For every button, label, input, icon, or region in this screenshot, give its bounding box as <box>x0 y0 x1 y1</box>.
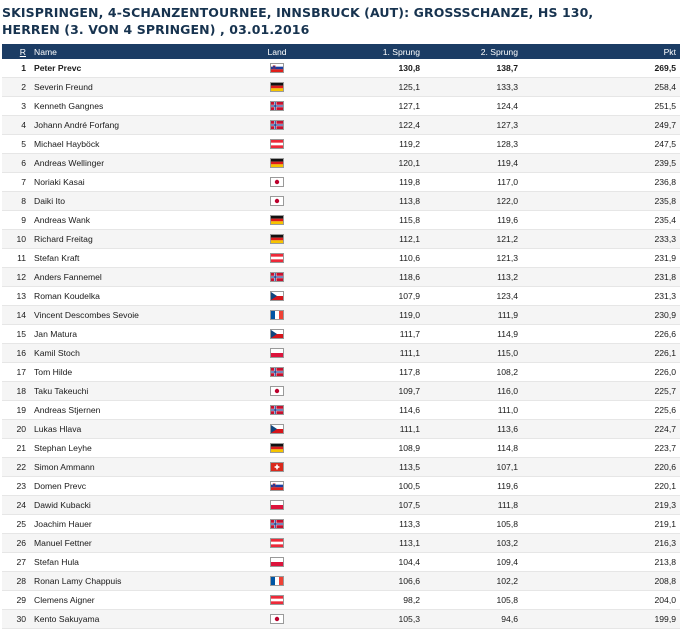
country-cell <box>228 306 326 325</box>
total-points: 249,7 <box>522 116 680 135</box>
table-row[interactable] <box>2 382 680 401</box>
jump1-distance: 114,6 <box>326 401 424 420</box>
total-points: 233,3 <box>522 230 680 249</box>
table-row[interactable] <box>2 78 680 97</box>
table-row[interactable] <box>2 135 680 154</box>
jump1-distance: 108,9 <box>326 439 424 458</box>
total-points: 226,1 <box>522 344 680 363</box>
table-header-row <box>2 44 680 59</box>
jump1-distance: 115,8 <box>326 211 424 230</box>
jump1-distance: 119,8 <box>326 173 424 192</box>
table-row[interactable] <box>2 610 680 629</box>
total-points: 230,9 <box>522 306 680 325</box>
jump2-distance: 117,0 <box>424 173 522 192</box>
total-points: 231,3 <box>522 287 680 306</box>
jump1-distance: 113,3 <box>326 515 424 534</box>
jump1-distance: 110,6 <box>326 249 424 268</box>
table-row[interactable] <box>2 325 680 344</box>
athlete-name: Ronan Lamy Chappuis <box>30 572 228 591</box>
rank-cell: 29 <box>2 591 30 610</box>
jump2-distance: 109,4 <box>424 553 522 572</box>
jump2-distance: 114,8 <box>424 439 522 458</box>
table-row[interactable] <box>2 211 680 230</box>
germany-flag-icon <box>270 82 284 92</box>
germany-flag-icon <box>270 234 284 244</box>
table-row[interactable] <box>2 230 680 249</box>
total-points: 231,8 <box>522 268 680 287</box>
japan-flag-icon <box>270 386 284 396</box>
norway-flag-icon <box>270 101 284 111</box>
jump1-distance: 122,4 <box>326 116 424 135</box>
total-points: 225,6 <box>522 401 680 420</box>
table-row[interactable] <box>2 173 680 192</box>
country-cell <box>228 496 326 515</box>
japan-flag-icon <box>270 614 284 624</box>
czech-flag-icon <box>270 424 284 434</box>
athlete-name: Stefan Kraft <box>30 249 228 268</box>
total-points: 239,5 <box>522 154 680 173</box>
athlete-name: Dawid Kubacki <box>30 496 228 515</box>
rank-cell: 22 <box>2 458 30 477</box>
athlete-name: Michael Hayböck <box>30 135 228 154</box>
rank-cell: 11 <box>2 249 30 268</box>
rank-cell: 8 <box>2 192 30 211</box>
athlete-name: Simon Ammann <box>30 458 228 477</box>
jump2-distance: 127,3 <box>424 116 522 135</box>
norway-flag-icon <box>270 405 284 415</box>
jump1-distance: 119,2 <box>326 135 424 154</box>
germany-flag-icon <box>270 158 284 168</box>
country-cell <box>228 154 326 173</box>
country-cell <box>228 287 326 306</box>
athlete-name: Stephan Leyhe <box>30 439 228 458</box>
rank-cell: 25 <box>2 515 30 534</box>
table-row[interactable] <box>2 515 680 534</box>
table-row[interactable] <box>2 154 680 173</box>
header-land[interactable]: Land <box>228 44 326 59</box>
switzerland-flag-icon <box>270 462 284 472</box>
country-cell <box>228 363 326 382</box>
jump2-distance: 102,2 <box>424 572 522 591</box>
country-cell <box>228 135 326 154</box>
jump1-distance: 113,1 <box>326 534 424 553</box>
jump1-distance: 113,8 <box>326 192 424 211</box>
jump1-distance: 111,1 <box>326 344 424 363</box>
jump1-distance: 112,1 <box>326 230 424 249</box>
jump2-distance: 103,2 <box>424 534 522 553</box>
country-cell <box>228 173 326 192</box>
athlete-name: Lukas Hlava <box>30 420 228 439</box>
norway-flag-icon <box>270 272 284 282</box>
country-cell <box>228 344 326 363</box>
athlete-name: Johann André Forfang <box>30 116 228 135</box>
jump2-distance: 122,0 <box>424 192 522 211</box>
country-cell <box>228 59 326 78</box>
jump1-distance: 120,1 <box>326 154 424 173</box>
total-points: 231,9 <box>522 249 680 268</box>
country-cell <box>228 420 326 439</box>
austria-flag-icon <box>270 253 284 263</box>
header-name[interactable]: Name <box>30 44 228 59</box>
athlete-name: Jan Matura <box>30 325 228 344</box>
rank-cell: 28 <box>2 572 30 591</box>
athlete-name: Andreas Wellinger <box>30 154 228 173</box>
total-points: 236,8 <box>522 173 680 192</box>
athlete-name: Joachim Hauer <box>30 515 228 534</box>
table-row[interactable] <box>2 439 680 458</box>
austria-flag-icon <box>270 139 284 149</box>
total-points: 216,3 <box>522 534 680 553</box>
poland-flag-icon <box>270 557 284 567</box>
table-row[interactable] <box>2 344 680 363</box>
total-points: 208,8 <box>522 572 680 591</box>
rank-cell: 21 <box>2 439 30 458</box>
rank-cell: 7 <box>2 173 30 192</box>
table-row[interactable] <box>2 192 680 211</box>
rank-cell: 19 <box>2 401 30 420</box>
jump2-distance: 111,9 <box>424 306 522 325</box>
total-points: 223,7 <box>522 439 680 458</box>
jump2-distance: 107,1 <box>424 458 522 477</box>
table-row[interactable] <box>2 97 680 116</box>
jump2-distance: 121,3 <box>424 249 522 268</box>
total-points: 219,1 <box>522 515 680 534</box>
country-cell <box>228 325 326 344</box>
results-body <box>2 59 680 629</box>
header-jump1[interactable]: 1. Sprung <box>326 44 424 59</box>
table-row[interactable] <box>2 553 680 572</box>
athlete-name: Peter Prevc <box>30 59 228 78</box>
page-title: SKISPRINGEN, 4-SCHANZENTOURNEE, INNSBRUCK (AUT): GROSSSCHANZE, HS 130, HERREN (3. VON 4 SPRINGEN) , 03.01.2016 <box>2 5 594 37</box>
total-points: 204,0 <box>522 591 680 610</box>
jump1-distance: 111,1 <box>326 420 424 439</box>
country-cell <box>228 268 326 287</box>
austria-flag-icon <box>270 538 284 548</box>
rank-cell: 12 <box>2 268 30 287</box>
jump2-distance: 105,8 <box>424 515 522 534</box>
slovenia-flag-icon <box>270 481 284 491</box>
japan-flag-icon <box>270 177 284 187</box>
total-points: 199,9 <box>522 610 680 629</box>
jump1-distance: 130,8 <box>326 59 424 78</box>
table-row[interactable] <box>2 572 680 591</box>
athlete-name: Manuel Fettner <box>30 534 228 553</box>
table-row[interactable] <box>2 458 680 477</box>
total-points: 235,4 <box>522 211 680 230</box>
czech-flag-icon <box>270 291 284 301</box>
table-row[interactable] <box>2 477 680 496</box>
table-row[interactable] <box>2 306 680 325</box>
slovenia-flag-icon <box>270 63 284 73</box>
rank-cell: 13 <box>2 287 30 306</box>
jump2-distance: 114,9 <box>424 325 522 344</box>
jump1-distance: 113,5 <box>326 458 424 477</box>
country-cell <box>228 477 326 496</box>
norway-flag-icon <box>270 519 284 529</box>
table-row[interactable] <box>2 496 680 515</box>
jump2-distance: 119,6 <box>424 211 522 230</box>
country-cell <box>228 116 326 135</box>
country-cell <box>228 401 326 420</box>
athlete-name: Roman Koudelka <box>30 287 228 306</box>
athlete-name: Kento Sakuyama <box>30 610 228 629</box>
norway-flag-icon <box>270 120 284 130</box>
jump1-distance: 109,7 <box>326 382 424 401</box>
country-cell <box>228 230 326 249</box>
table-row[interactable] <box>2 116 680 135</box>
total-points: 226,0 <box>522 363 680 382</box>
table-row[interactable] <box>2 268 680 287</box>
jump2-distance: 121,2 <box>424 230 522 249</box>
total-points: 247,5 <box>522 135 680 154</box>
total-points: 213,8 <box>522 553 680 572</box>
rank-cell: 4 <box>2 116 30 135</box>
country-cell <box>228 534 326 553</box>
results-table <box>2 44 680 629</box>
athlete-name: Kenneth Gangnes <box>30 97 228 116</box>
jump2-distance: 111,8 <box>424 496 522 515</box>
czech-flag-icon <box>270 329 284 339</box>
rank-cell: 2 <box>2 78 30 97</box>
athlete-name: Anders Fannemel <box>30 268 228 287</box>
total-points: 220,1 <box>522 477 680 496</box>
country-cell <box>228 591 326 610</box>
athlete-name: Vincent Descombes Sevoie <box>30 306 228 325</box>
athlete-name: Tom Hilde <box>30 363 228 382</box>
rank-cell: 9 <box>2 211 30 230</box>
jump1-distance: 125,1 <box>326 78 424 97</box>
table-row[interactable] <box>2 59 680 78</box>
jump2-distance: 108,2 <box>424 363 522 382</box>
header-jump2[interactable]: 2. Sprung <box>424 44 522 59</box>
rank-cell: 18 <box>2 382 30 401</box>
rank-cell: 17 <box>2 363 30 382</box>
athlete-name: Stefan Hula <box>30 553 228 572</box>
rank-cell: 16 <box>2 344 30 363</box>
total-points: 225,7 <box>522 382 680 401</box>
poland-flag-icon <box>270 500 284 510</box>
athlete-name: Clemens Aigner <box>30 591 228 610</box>
jump2-distance: 138,7 <box>424 59 522 78</box>
jump1-distance: 119,0 <box>326 306 424 325</box>
table-row[interactable] <box>2 363 680 382</box>
rank-cell: 20 <box>2 420 30 439</box>
jump2-distance: 123,4 <box>424 287 522 306</box>
japan-flag-icon <box>270 196 284 206</box>
athlete-name: Andreas Stjernen <box>30 401 228 420</box>
rank-cell: 14 <box>2 306 30 325</box>
rank-cell: 26 <box>2 534 30 553</box>
table-row[interactable] <box>2 534 680 553</box>
rank-cell: 30 <box>2 610 30 629</box>
country-cell <box>228 458 326 477</box>
rank-cell: 27 <box>2 553 30 572</box>
table-row[interactable] <box>2 249 680 268</box>
total-points: 226,6 <box>522 325 680 344</box>
rank-cell: 1 <box>2 59 30 78</box>
jump2-distance: 119,6 <box>424 477 522 496</box>
header-points[interactable]: Pkt <box>522 44 680 59</box>
jump1-distance: 117,8 <box>326 363 424 382</box>
country-cell <box>228 211 326 230</box>
table-row[interactable] <box>2 420 680 439</box>
athlete-name: Kamil Stoch <box>30 344 228 363</box>
total-points: 235,8 <box>522 192 680 211</box>
jump1-distance: 105,3 <box>326 610 424 629</box>
total-points: 220,6 <box>522 458 680 477</box>
country-cell <box>228 439 326 458</box>
rank-cell: 10 <box>2 230 30 249</box>
country-cell <box>228 572 326 591</box>
france-flag-icon <box>270 576 284 586</box>
austria-flag-icon <box>270 595 284 605</box>
jump2-distance: 128,3 <box>424 135 522 154</box>
country-cell <box>228 97 326 116</box>
table-row[interactable] <box>2 591 680 610</box>
athlete-name: Domen Prevc <box>30 477 228 496</box>
jump1-distance: 104,4 <box>326 553 424 572</box>
jump2-distance: 113,6 <box>424 420 522 439</box>
jump1-distance: 106,6 <box>326 572 424 591</box>
total-points: 269,5 <box>522 59 680 78</box>
jump1-distance: 98,2 <box>326 591 424 610</box>
athlete-name: Daiki Ito <box>30 192 228 211</box>
country-cell <box>228 553 326 572</box>
rank-cell: 23 <box>2 477 30 496</box>
poland-flag-icon <box>270 348 284 358</box>
germany-flag-icon <box>270 443 284 453</box>
rank-cell: 5 <box>2 135 30 154</box>
total-points: 258,4 <box>522 78 680 97</box>
country-cell <box>228 249 326 268</box>
country-cell <box>228 610 326 629</box>
germany-flag-icon <box>270 215 284 225</box>
total-points: 219,3 <box>522 496 680 515</box>
jump1-distance: 111,7 <box>326 325 424 344</box>
athlete-name: Taku Takeuchi <box>30 382 228 401</box>
table-row[interactable] <box>2 287 680 306</box>
athlete-name: Noriaki Kasai <box>30 173 228 192</box>
rank-cell: 3 <box>2 97 30 116</box>
country-cell <box>228 382 326 401</box>
rank-cell: 24 <box>2 496 30 515</box>
jump1-distance: 107,9 <box>326 287 424 306</box>
rank-cell: 6 <box>2 154 30 173</box>
total-points: 224,7 <box>522 420 680 439</box>
jump2-distance: 115,0 <box>424 344 522 363</box>
header-rank-label: R <box>19 46 26 57</box>
jump2-distance: 113,2 <box>424 268 522 287</box>
athlete-name: Andreas Wank <box>30 211 228 230</box>
jump1-distance: 127,1 <box>326 97 424 116</box>
country-cell <box>228 515 326 534</box>
jump2-distance: 94,6 <box>424 610 522 629</box>
jump2-distance: 133,3 <box>424 78 522 97</box>
athlete-name: Richard Freitag <box>30 230 228 249</box>
table-row[interactable] <box>2 401 680 420</box>
rank-cell: 15 <box>2 325 30 344</box>
jump2-distance: 124,4 <box>424 97 522 116</box>
jump2-distance: 116,0 <box>424 382 522 401</box>
header-rank[interactable] <box>2 44 30 59</box>
jump2-distance: 119,4 <box>424 154 522 173</box>
jump2-distance: 105,8 <box>424 591 522 610</box>
jump1-distance: 118,6 <box>326 268 424 287</box>
jump1-distance: 100,5 <box>326 477 424 496</box>
country-cell <box>228 78 326 97</box>
country-cell <box>228 192 326 211</box>
norway-flag-icon <box>270 367 284 377</box>
jump2-distance: 111,0 <box>424 401 522 420</box>
france-flag-icon <box>270 310 284 320</box>
total-points: 251,5 <box>522 97 680 116</box>
athlete-name: Severin Freund <box>30 78 228 97</box>
jump1-distance: 107,5 <box>326 496 424 515</box>
